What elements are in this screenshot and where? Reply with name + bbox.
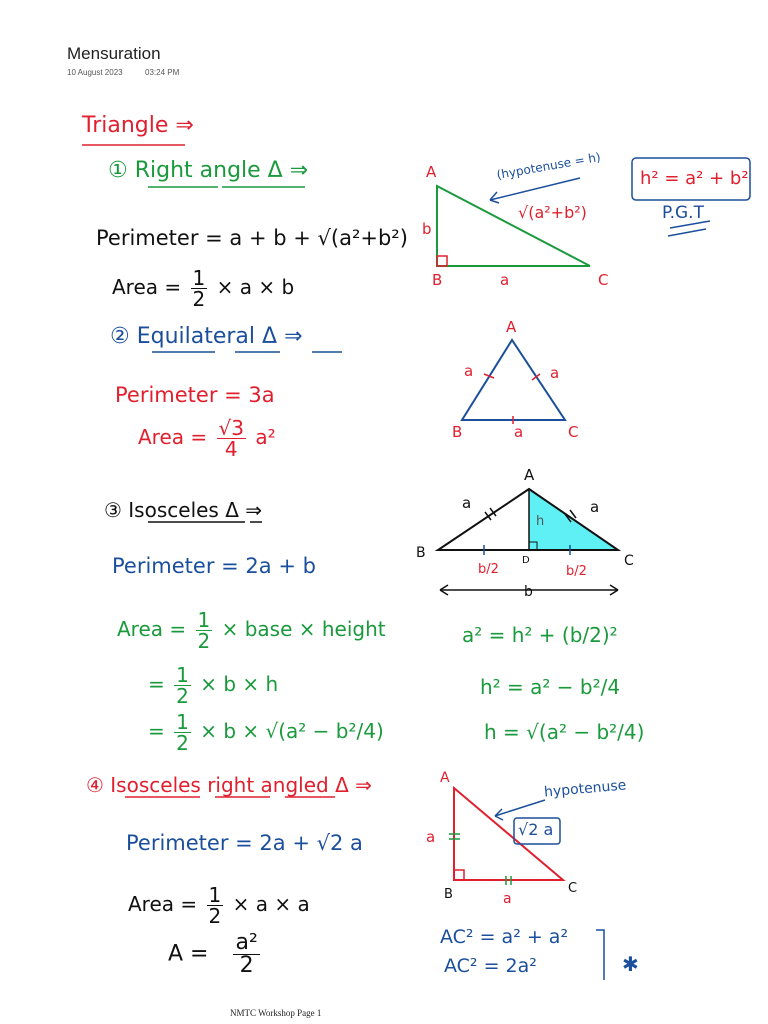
section4-title: ④ Isosceles right angled Δ ⇒ (86, 773, 372, 797)
equilateral-triangle-figure (462, 340, 565, 424)
equi-vertex-a: A (506, 318, 517, 336)
right-vertex-c: C (598, 271, 609, 289)
iso-right-vertex-c: C (568, 881, 578, 896)
equi-side-right: a (550, 364, 560, 382)
iso-vertex-d: D (522, 555, 530, 566)
equi-side-bottom: a (514, 423, 524, 441)
pgt-label: P.G.T (662, 203, 704, 223)
iso-right-hyp-note: hypotenuse (543, 777, 627, 801)
equi-vertex-b: B (452, 423, 463, 441)
right-vertex-a: A (426, 163, 437, 181)
iso-right-vertex-a: A (440, 770, 450, 786)
iso-right-side-bottom: a (503, 891, 512, 907)
iso-side-left: a (462, 494, 472, 512)
iso-vertex-c: C (624, 553, 634, 569)
section3-eq1: a² = h² + (b/2)² (462, 623, 618, 647)
section1-area: Area = $\frac{1}{2}$ × a × b (112, 266, 295, 311)
page-title: Mensuration (67, 44, 161, 63)
pgt-formula: h² = a² + b² (640, 168, 749, 189)
equi-side-left: a (464, 362, 474, 380)
hypotenuse-note: (hypotenuse = h) (495, 149, 602, 183)
iso-vertex-b: B (416, 545, 426, 561)
iso-base: b (524, 584, 533, 600)
iso-vertex-a: A (524, 466, 535, 484)
iso-right-hyp-value: √2 a (518, 820, 554, 839)
section2-area: Area = $\frac{√3}{4}$ a² (138, 416, 276, 461)
right-side-a: a (500, 271, 510, 289)
section4-a-result: A = $\frac{\text{a²}}{2}$ (168, 930, 258, 978)
section2-title: ② Equilateral Δ ⇒ (110, 324, 303, 349)
right-side-b: b (422, 220, 432, 238)
page-time: 03:24 PM (145, 68, 180, 77)
section4-perimeter: Perimeter = 2a + √2 a (126, 831, 363, 855)
section3-step2: = $\frac{1}{2}$ × b × √(a² − b²/4) (148, 710, 384, 755)
section1-perimeter: Perimeter = a + b + √(a²+b²) (96, 226, 408, 250)
page-footer: NMTC Workshop Page 1 (230, 1008, 322, 1018)
bracket-mark (596, 930, 604, 980)
iso-half-base-left: b/2 (478, 562, 499, 577)
iso-right-side-left: a (426, 828, 436, 846)
section4-eq2: AC² = 2a² (444, 955, 537, 977)
right-vertex-b: B (432, 271, 443, 289)
iso-height: h (536, 514, 545, 529)
star-mark: ✱ (622, 952, 639, 976)
page-date: 10 August 2023 (67, 68, 123, 77)
section4-area: Area = $\frac{1}{2}$ × a × a (128, 883, 310, 928)
iso-side-right: a (590, 498, 600, 516)
right-triangle-figure (437, 178, 590, 266)
section3-eq3: h = √(a² − b²/4) (484, 720, 645, 744)
heading-triangle: Triangle ⇒ (82, 113, 194, 138)
hypotenuse-value: √(a²+b²) (518, 203, 587, 222)
section3-eq2: h² = a² − b²/4 (480, 675, 621, 699)
section4-eq1: AC² = a² + a² (440, 926, 569, 948)
iso-half-base-right: b/2 (566, 564, 587, 579)
section1-title: ① Right angle Δ ⇒ (108, 158, 309, 183)
section3-area: Area = $\frac{1}{2}$ × base × height (117, 608, 386, 653)
equi-vertex-c: C (568, 423, 579, 441)
iso-right-vertex-b: B (444, 887, 453, 902)
section3-title: ③ Isosceles Δ ⇒ (104, 498, 262, 522)
section2-perimeter: Perimeter = 3a (115, 383, 275, 407)
section3-step1: = $\frac{1}{2}$ × b × h (148, 663, 279, 708)
section3-perimeter: Perimeter = 2a + b (112, 554, 316, 578)
